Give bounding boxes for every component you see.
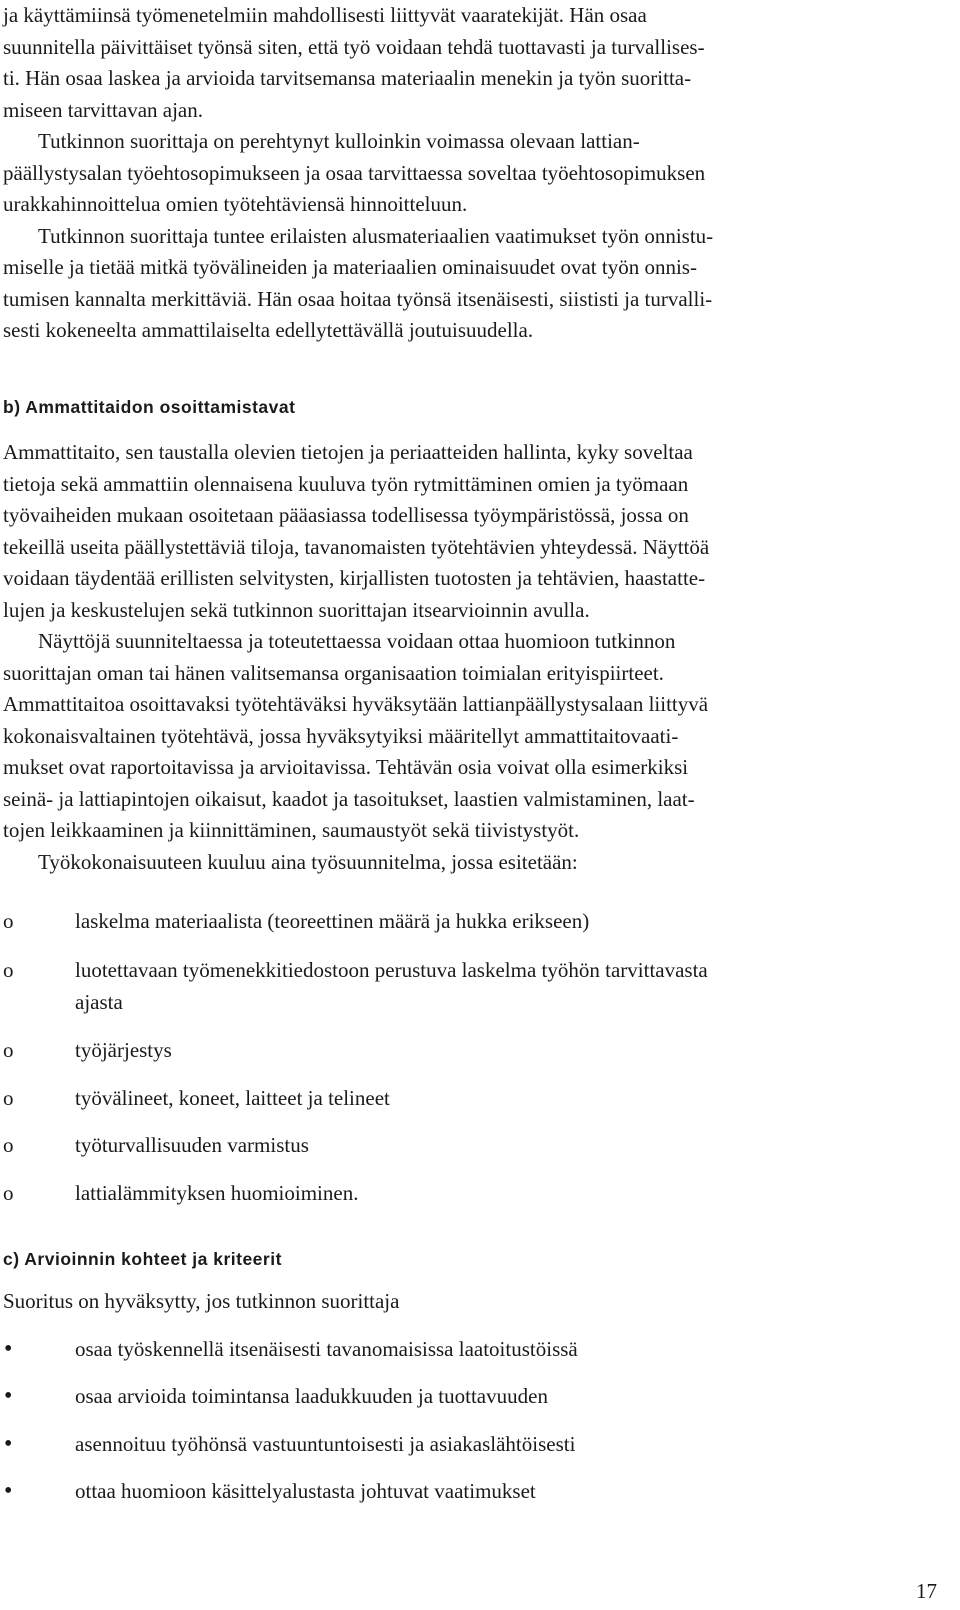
list-item-text: työjärjestys xyxy=(75,1038,172,1062)
text-line: Tutkinnon suorittaja tuntee erilaisten alusmateriaalien vaatimukset työn onnistu- xyxy=(38,223,714,248)
section-c-heading: c) Arvioinnin kohteet ja kriteerit xyxy=(3,1249,282,1269)
text-line: mukset ovat raportoitavissa ja arvioitavissa. Tehtävän osia voivat olla esimerkiksi xyxy=(3,755,689,779)
circle-bullet-icon: o xyxy=(3,909,14,933)
list-item-text: työvälineet, koneet, laitteet ja telineet xyxy=(75,1086,390,1110)
circle-bullet-icon: o xyxy=(3,1133,14,1157)
text-line: Ammattitaito, sen taustalla olevien tietojen ja periaatteiden hallinta, kyky soveltaa xyxy=(3,440,693,464)
list-item-text: ottaa huomioon käsittelyalustasta johtuvat vaatimukset xyxy=(75,1479,536,1503)
list-item-text: laskelma materiaalista (teoreettinen määrä ja hukka erikseen) xyxy=(75,909,590,933)
section-c-intro xyxy=(3,1286,903,1318)
list-item-text: asennoituu työhönsä vastuuntuntoisesti ja asiakaslähtöisesti xyxy=(75,1432,576,1456)
list-item xyxy=(0,1083,900,1115)
text-line: tojen leikkaaminen ja kiinnittäminen, saumaustyöt sekä tiivistystyöt. xyxy=(3,818,580,842)
text-line: päällystysalan työehtosopimukseen ja osaa tarvittaessa soveltaa työehtosopimuksen xyxy=(3,160,706,185)
list-item xyxy=(0,1476,900,1508)
text-line: sesti kokeneelta ammattilaiselta edellytettävällä joutuisuudella. xyxy=(3,318,534,342)
text-line: voidaan täydentää erillisten selvitysten, kirjallisten tuotosten ja tehtävien, haastatte- xyxy=(3,566,706,590)
text-line: kokonaisvaltainen työtehtävä, jossa hyväksytyiksi määritellyt ammattitaitovaati- xyxy=(3,723,679,748)
bullet-icon: • xyxy=(4,1383,13,1409)
text-line: suorittajan oman tai hänen valitsemansa organisaation toimialan erityispiirteet. xyxy=(3,660,664,685)
circle-bullet-icon: o xyxy=(3,958,14,982)
circle-bullet-icon: o xyxy=(3,1086,14,1110)
text-line: Ammattitaitoa osoittavaksi työtehtäväksi hyväksytään lattianpäällystysalaan liittyvä xyxy=(3,692,709,716)
text-line: lujen ja keskustelujen sekä tutkinnon suorittajan itsearvioinnin avulla. xyxy=(3,597,590,622)
list-item xyxy=(0,1334,900,1366)
list-item-text: osaa arvioida toimintansa laadukkuuden ja tuottavuuden xyxy=(75,1384,548,1408)
list-item-text: työturvallisuuden varmistus xyxy=(75,1133,309,1157)
list-item xyxy=(0,1178,900,1210)
list-item-text: osaa työskennellä itsenäisesti tavanomaisissa laatoitustöissä xyxy=(75,1337,578,1361)
text-line: urakkahinnoittelua omien työtehtäviensä hinnoitteluun. xyxy=(3,192,468,216)
circle-bullet-icon: o xyxy=(3,1038,14,1062)
text-line: Suoritus on hyväksytty, jos tutkinnon suorittaja xyxy=(3,1289,400,1313)
bullet-icon: • xyxy=(4,1336,13,1362)
list-item-text: luotettavaan työmenekkitiedostoon perustuva laskelma työhön tarvittavasta xyxy=(75,958,708,982)
bullet-icon: • xyxy=(4,1478,13,1504)
list-item xyxy=(0,1381,900,1413)
text-line: tumisen kannalta merkittäviä. Hän osaa hoitaa työnsä itsenäisesti, siististi ja turvalli- xyxy=(3,286,713,311)
list-item-text: ajasta xyxy=(75,989,123,1014)
text-line: tietoja sekä ammattiin olennaisena kuuluva työn rytmittäminen omien ja työmaan xyxy=(3,471,689,496)
bullet-icon: • xyxy=(4,1431,13,1457)
list-item-text: lattialämmityksen huomioiminen. xyxy=(75,1181,359,1205)
text-line: tekeillä useita päällystettäviä tiloja, tavanomaisten työtehtävien yhteydessä. Näyttöä xyxy=(3,534,710,559)
text-line: Näyttöjä suunniteltaessa ja toteutettaessa voidaan ottaa huomioon tutkinnon xyxy=(38,629,676,653)
text-line: ti. Hän osaa laskea ja arvioida tarvitsemansa materiaalin menekin ja työn suoritta- xyxy=(3,66,692,90)
list-item xyxy=(0,906,900,938)
list-item xyxy=(0,1130,900,1162)
list-item xyxy=(0,1035,900,1067)
text-line: työvaiheiden mukaan osoitetaan pääasiassa todellisessa työympäristössä, jossa on xyxy=(3,503,689,527)
intro-paragraph xyxy=(3,0,903,347)
text-line: miselle ja tietää mitkä työvälineiden ja materiaalien ominaisuudet ovat työn onnis- xyxy=(3,255,697,279)
text-line: ja käyttämiinsä työmenetelmiin mahdollisesti liittyvät vaaratekijät. Hän osaa xyxy=(3,3,647,27)
text-line: miseen tarvittavan ajan. xyxy=(3,97,204,122)
section-b-body xyxy=(3,437,903,878)
circle-bullet-icon: o xyxy=(3,1181,14,1205)
list-item xyxy=(0,955,900,1018)
text-line: suunnitella päivittäiset työnsä siten, että työ voidaan tehdä tuottavasti ja turvallises- xyxy=(3,34,705,59)
list-item xyxy=(0,1429,900,1461)
text-line: Työkokonaisuuteen kuuluu aina työsuunnitelma, jossa esitetään: xyxy=(38,849,578,874)
text-line: Tutkinnon suorittaja on perehtynyt kulloinkin voimassa olevaan lattian- xyxy=(38,129,640,153)
page-number: 17 xyxy=(916,1579,937,1603)
section-b-heading: b) Ammattitaidon osoittamistavat xyxy=(3,397,296,417)
text-line: seinä- ja lattiapintojen oikaisut, kaadot ja tasoitukset, laastien valmistaminen, laat- xyxy=(3,786,695,811)
